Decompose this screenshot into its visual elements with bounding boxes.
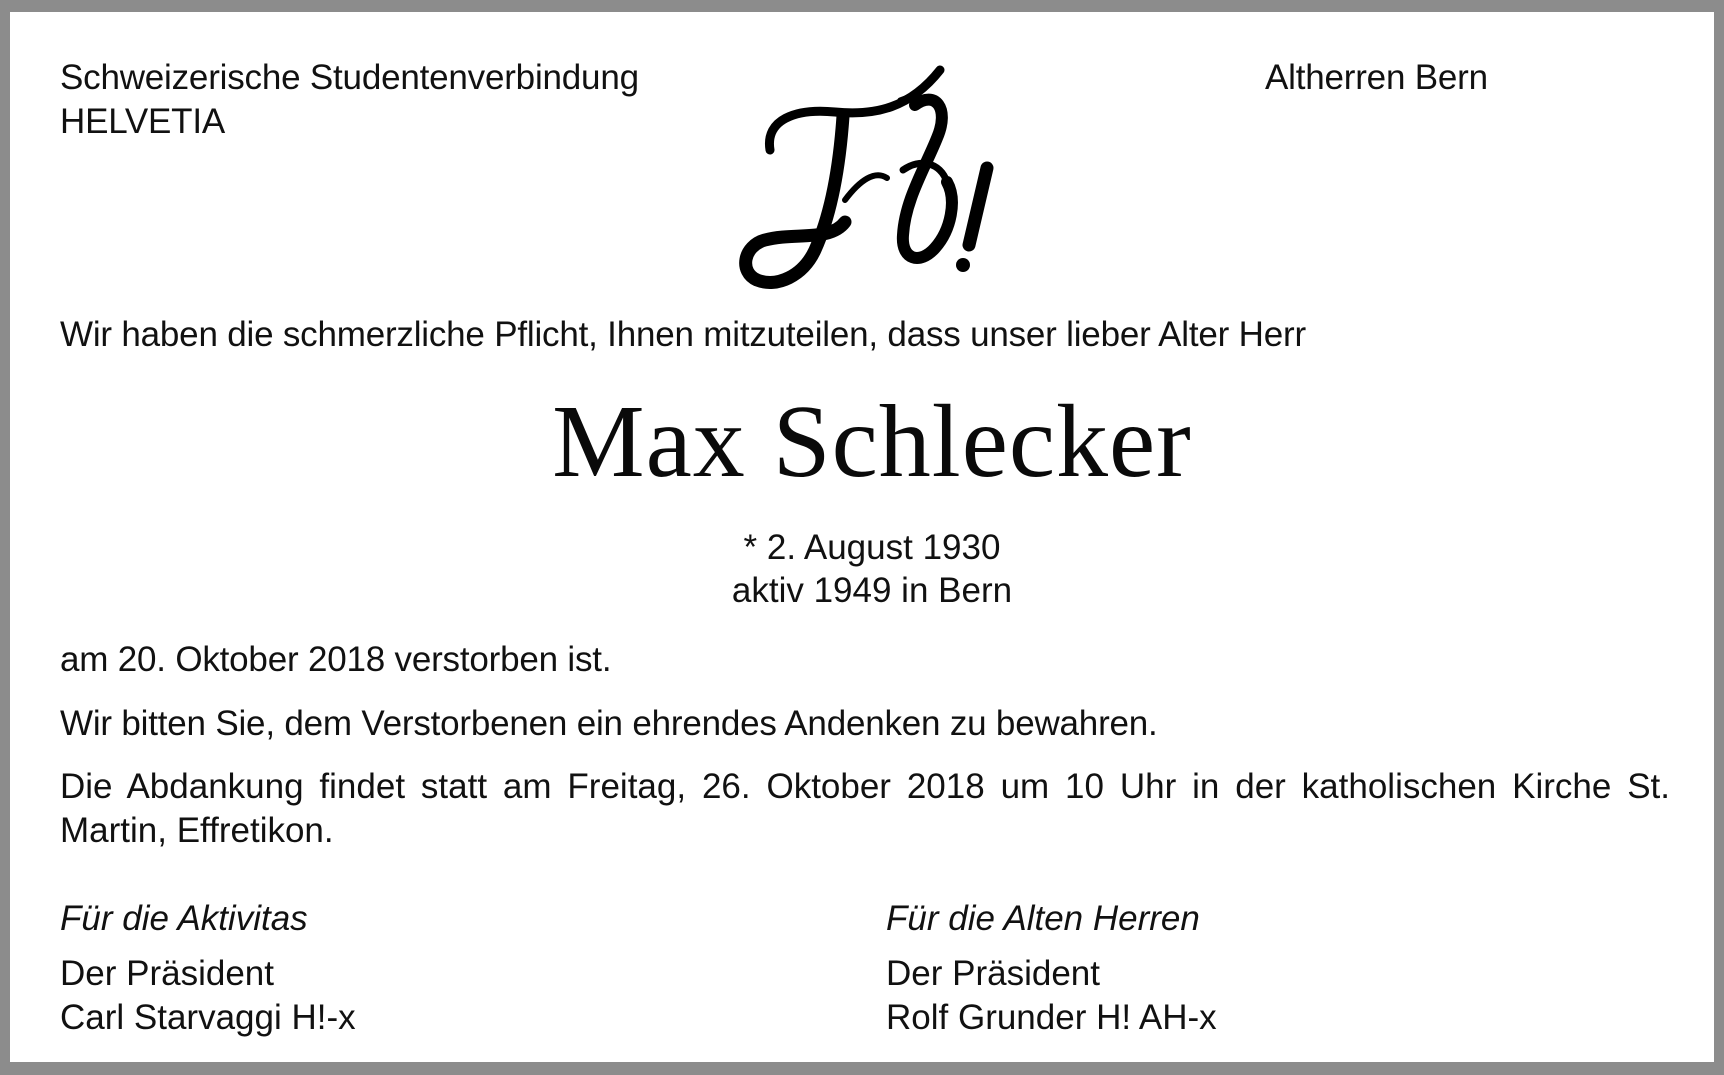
- signature-block-aktivitas: [60, 952, 356, 1040]
- helvetia-monogram-logo: [725, 50, 1005, 300]
- active-period: aktiv 1949 in Bern: [731, 571, 1013, 610]
- funeral-details: Die Abdankung findet statt am Freitag, 26. Oktober 2018 um 10 Uhr in der katholischen Kirche St. Martin, Effretikon.: [60, 767, 1670, 850]
- memory-request: Wir bitten Sie, dem Verstorbenen ein ehrendes Andenken zu bewahren.: [60, 704, 1158, 743]
- obituary-notice: [10, 12, 1714, 1062]
- signature-heading-aktivitas: Für die Aktivitas: [60, 899, 308, 938]
- signature-heading-alte-herren: Für die Alten Herren: [886, 899, 1200, 938]
- organization-line-2: HELVETIA: [60, 102, 226, 141]
- organization-name: [60, 56, 639, 144]
- death-date: am 20. Oktober 2018 verstorben ist.: [60, 640, 612, 679]
- signature-block-alte-herren: [886, 952, 1217, 1040]
- organization-line-1: Schweizerische Studentenverbindung: [60, 58, 639, 97]
- intro-sentence: Wir haben die schmerzliche Pflicht, Ihnen mitzuteilen, dass unser lieber Alter Herr: [60, 315, 1306, 354]
- signature-name: Carl Starvaggi H!-x: [60, 998, 356, 1037]
- signature-role: Der Präsident: [60, 954, 274, 993]
- signature-name: Rolf Grunder H! AH-x: [886, 998, 1217, 1037]
- deceased-name: Max Schlecker: [552, 384, 1192, 499]
- birth-date: * 2. August 1930: [743, 528, 1001, 567]
- section-name: Altherren Bern: [1265, 58, 1488, 97]
- signature-role: Der Präsident: [886, 954, 1100, 993]
